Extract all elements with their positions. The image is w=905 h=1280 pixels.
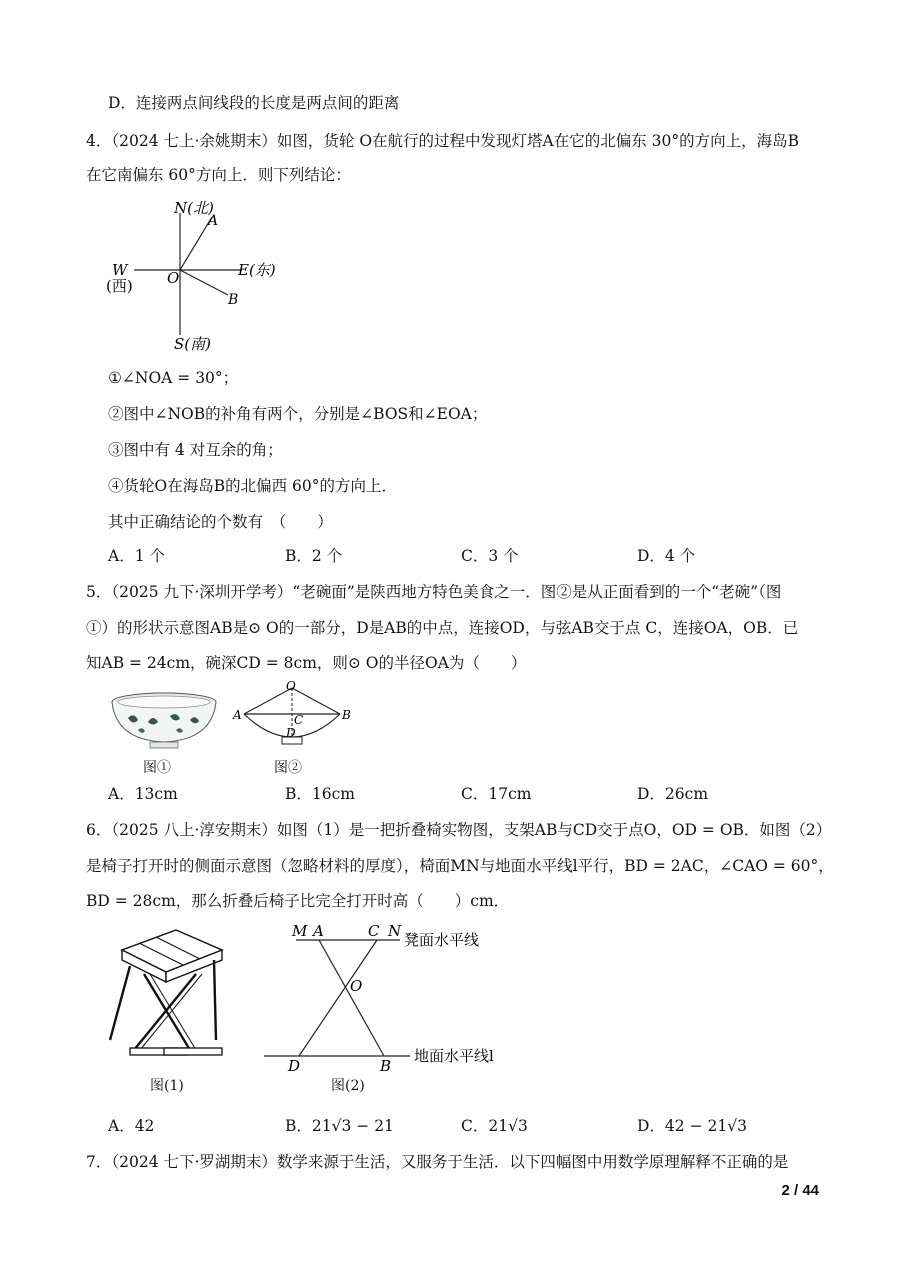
q5-option-b: B．16cm [285,785,355,803]
q5-stem-line2: ①）的形状示意图AB是⊙ O的一部分，D是AB的中点，连接OD，与弦AB交于点 C，连接OA，OB．已 [86,619,799,637]
q6-label-a: A [313,922,324,940]
page-number: 2 / 44 [781,1182,819,1199]
q4-label-a: A [208,213,219,229]
q4-option-b: B．2 个 [285,547,343,565]
q6-label-m: M [292,922,308,940]
q5-stem-line1: 5．（2025 九下·深圳开学考）“老碗面”是陕西地方特色美食之一．图②是从正面看到的一个“老碗”（图 [86,583,782,601]
q4-compass-figure [100,195,300,355]
q4-statement-2: ②图中∠NOB的补角有两个，分别是∠BOS和∠EOA； [108,405,488,423]
q7-stem-line1: 7．（2024 七下·罗湖期末）数学来源于生活，又服务于生活．以下四幅图中用数学原理解释不正确的是 [86,1153,789,1171]
q6-label-b: B [380,1057,392,1073]
q4-prompt: 其中正确结论的个数有 （ ） [108,513,333,531]
q6-option-b: B．21√3 − 21 [285,1117,394,1135]
q5-option-c: C．17cm [461,785,532,803]
q4-option-c: C．3 个 [461,547,519,565]
q4-label-south: S(南) [174,335,211,353]
q6-stem-line3: BD = 28cm，那么折叠后椅子比完全打开时高（ ）cm． [86,892,510,910]
q6-option-a: A．42 [108,1117,155,1135]
q4-label-west: W [112,261,128,279]
q5-fig1-caption: 图① [143,760,171,776]
q4-statement-4: ④货轮O在海岛B的北偏西 60°的方向上． [108,477,397,495]
q6-stem-line2: 是椅子打开时的侧面示意图（忽略材料的厚度），椅面MN与地面水平线l平行，BD = 2AC，∠CAO = 60°， [86,857,834,875]
q6-label-o: O [350,977,363,995]
q5-fig2-caption: 图② [274,760,302,776]
q4-label-b: B [228,292,239,308]
q6-label-c: C [368,922,380,940]
q4-label-west-cn: (西) [106,277,133,295]
q5-option-d: D．26cm [637,785,709,803]
q6-label-d: D [288,1057,301,1073]
q5-label-c: C [294,713,304,727]
q6-fig2-caption: 图(2) [331,1078,365,1094]
q6-seat-line-label: 凳面水平线 [404,931,480,949]
q3-option-d: D．连接两点间线段的长度是两点间的距离 [108,94,400,112]
q6-ground-line-label: 地面水平线l [414,1047,494,1065]
q4-stem-line1: 4．（2024 七上·余姚期末）如图，货轮 O在航行的过程中发现灯塔A在它的北偏东 30°的方向上，海岛B [86,132,800,150]
q6-option-c: C．21√3 [461,1117,528,1135]
q5-label-o: O [286,680,296,693]
q4-option-a: A．1 个 [108,547,165,565]
q4-stem-line2: 在它南偏东 60°方向上．则下列结论： [86,166,351,184]
q4-label-east: E(东) [238,261,276,279]
q6-label-n: N [388,922,402,940]
q6-option-d: D．42 − 21√3 [637,1117,747,1135]
q5-bowl-photo [108,690,220,752]
q4-option-d: D．4 个 [637,547,696,565]
q5-bowl-diagram [230,680,355,755]
q4-statement-1: ①∠NOA = 30°； [108,369,239,387]
q6-chair-picture [104,922,229,1070]
q4-statement-3: ③图中有 4 对互余的角； [108,441,283,459]
q5-label-d: D [286,726,296,740]
q5-stem-line3: 知AB = 24cm，碗深CD = 8cm，则⊙ O的半径OA为（ ） [86,654,527,672]
q6-chair-diagram [258,918,518,1073]
q4-label-o: O [167,269,180,287]
q4-label-north: N(北) [174,199,214,217]
q5-option-a: A．13cm [108,785,178,803]
q5-label-b: B [342,708,351,722]
q5-label-a: A [233,708,242,722]
q6-stem-line1: 6．（2025 八上·淳安期末）如图（1）是一把折叠椅实物图，支架AB与CD交于点O，OD = OB．如图（2） [86,821,832,839]
q6-fig1-caption: 图(1) [150,1078,184,1094]
